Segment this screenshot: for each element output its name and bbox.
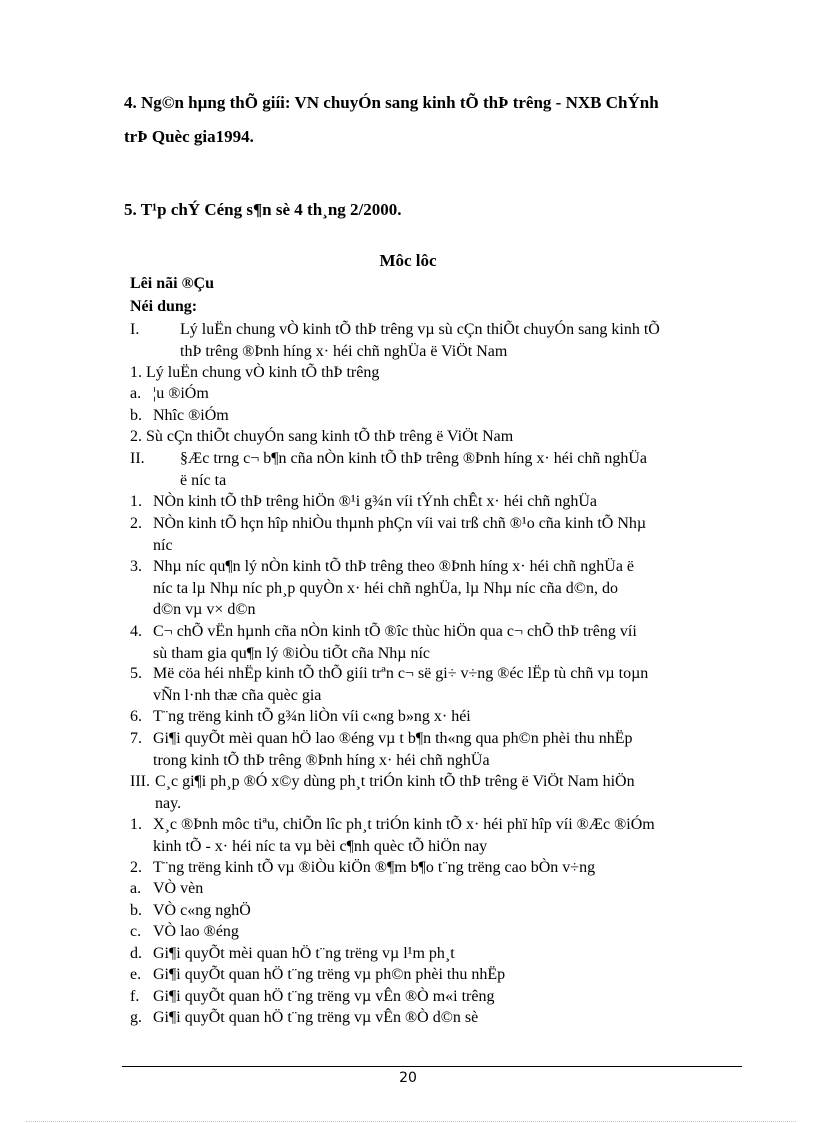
- toc-title: Môc lôc: [379, 251, 437, 270]
- toc-item-label: b.: [130, 902, 142, 919]
- toc-item-text: kinh tÕ - x· héi níc ta vµ bèi c¶nh quèc tÕ hiÖn nay: [153, 837, 488, 855]
- toc-item-text: Gi¶i quyÕt quan hÖ t¨ng trëng vµ vÊn ®Ò d©n sè: [153, 1009, 479, 1026]
- toc-item-label: 4.: [130, 623, 142, 640]
- reference-4-line-1: 4. Ng©n hµng thÕ giíi: VN chuyÓn sang kinh tÕ thÞ trêng - NXB ChÝnh: [124, 93, 659, 112]
- toc-item-text: Lý luËn chung vÒ kinh tÕ thÞ trêng: [146, 364, 380, 381]
- toc-item-label: g.: [130, 1009, 142, 1026]
- toc-item-text: NÒn kinh tÕ hçn hîp nhiÒu thµnh phÇn víi vai trß chñ ®¹o cña kinh tÕ Nhµ: [153, 515, 647, 532]
- toc-item-text: Gi¶i quyÕt quan hÖ t¨ng trëng vµ vÊn ®Ò m«i trêng: [153, 988, 495, 1005]
- toc-content-heading: Néi dung:: [130, 298, 198, 315]
- toc-item-label: 1.: [130, 493, 142, 510]
- reference-5-line-1: 5. T¹p chÝ Céng s¶n sè 4 th¸ng 2/2000.: [124, 200, 402, 219]
- toc-item-text: ¦u ®iÓm: [153, 385, 209, 402]
- toc-item-label: 1.: [130, 816, 142, 833]
- toc-item-2: [130, 857, 770, 879]
- toc-item-2: [130, 426, 770, 448]
- toc-item-4: [130, 621, 770, 664]
- toc-item-label: I.: [130, 321, 140, 338]
- toc-item-text: §Æc trng c¬ b¶n cña nÒn kinh tÕ thÞ trêng ®Þnh híng x· héi chñ nghÜa: [180, 450, 648, 467]
- toc-item-g: [130, 1007, 770, 1029]
- toc-item-c: [130, 921, 770, 943]
- toc-item-6: [130, 706, 770, 728]
- toc-item-label: 2.: [130, 428, 142, 445]
- toc-item-label: 2.: [130, 859, 142, 876]
- toc-item-II: [130, 448, 770, 491]
- toc-item-label: b.: [130, 407, 142, 424]
- toc-item-text: C¸c gi¶i ph¸p ®Ó x©y dùng ph¸t triÓn kinh tÕ thÞ trêng ë ViÖt Nam hiÖn: [155, 773, 635, 790]
- toc-item-text: vÑn l·nh thæ cña quèc gia: [153, 686, 322, 704]
- toc-item-text: Gi¶i quyÕt mèi quan hÖ t¨ng trëng vµ l¹m ph¸t: [153, 945, 455, 962]
- toc-item-I: [130, 319, 770, 362]
- page-bottom-edge: [26, 1121, 796, 1122]
- toc-item-1: [130, 362, 770, 384]
- toc-item-text: Sù cÇn thiÕt chuyÓn sang kinh tÕ thÞ trêng ë ViÖt Nam: [146, 428, 514, 445]
- toc-item-text: NÒn kinh tÕ thÞ trêng hiÖn ®¹i g¾n víi tÝnh chÊt x· héi chñ nghÜa: [153, 493, 598, 510]
- toc-item-d: [130, 943, 770, 965]
- toc-item-b: [130, 900, 770, 922]
- reference-4: [124, 86, 754, 154]
- toc-item-text: nay.: [155, 794, 182, 812]
- toc-item-label: II.: [130, 450, 145, 467]
- toc-item-text: VÒ c«ng nghÖ: [153, 902, 251, 919]
- toc-item-label: III.: [130, 773, 150, 790]
- toc-item-text: T¨ng trëng kinh tÕ g¾n liÒn víi c«ng b»ng x· héi: [153, 708, 471, 725]
- toc-item-text: Gi¶i quyÕt mèi quan hÖ lao ®éng vµ t b¶n th«ng qua ph©n phèi thu nhËp: [153, 730, 633, 747]
- toc-item-label: f.: [130, 988, 140, 1005]
- toc-item-5: [130, 663, 770, 706]
- toc-item-text: X¸c ®Þnh môc tiªu, chiÕn lîc ph¸t triÓn kinh tÕ x· héi phï hîp víi ®Æc ®iÓm: [153, 816, 655, 833]
- toc-item-1: [130, 814, 770, 857]
- toc-item-label: d.: [130, 945, 142, 962]
- toc-item-text: Më cöa héi nhËp kinh tÕ thÕ giíi trªn c¬ së gi÷ v÷ng ®éc lËp tù chñ vµ toµn: [153, 665, 649, 682]
- toc-item-e: [130, 964, 770, 986]
- toc-item-text: VÒ vèn: [153, 880, 204, 897]
- toc-item-label: a.: [130, 880, 142, 897]
- toc-item-a: [130, 878, 770, 900]
- toc-item-text: sù tham gia qu¶n lý ®iÒu tiÕt cña Nhµ níc: [153, 644, 431, 662]
- toc-item-label: 5.: [130, 665, 142, 682]
- toc-item-text: trong kinh tÕ thÞ trêng ®Þnh híng x· héi chñ nghÜa: [153, 751, 490, 769]
- toc-item-text: d©n vµ v× d©n: [153, 601, 256, 618]
- toc-item-text: níc: [153, 536, 173, 554]
- toc-item-text: thÞ trêng ®Þnh híng x· héi chñ nghÜa ë ViÖt Nam: [180, 342, 508, 360]
- toc-intro: Lêi nãi ®Çu: [130, 275, 214, 292]
- toc-item-b: [130, 405, 770, 427]
- toc-item-label: e.: [130, 966, 142, 983]
- toc-item-text: Gi¶i quyÕt quan hÖ t¨ng trëng vµ ph©n phèi thu nhËp: [153, 966, 506, 983]
- toc-item-label: 7.: [130, 730, 142, 747]
- reference-4-line-2: trÞ Quèc gia1994.: [124, 127, 254, 146]
- reference-5: [124, 193, 754, 227]
- toc-item-text: Lý luËn chung vÒ kinh tÕ thÞ trêng vµ sù cÇn thiÕt chuyÓn sang kinh tÕ: [180, 321, 660, 338]
- toc-item-2: [130, 513, 770, 556]
- toc-item-label: 6.: [130, 708, 142, 725]
- toc-item-text: Nhµ níc qu¶n lý nÒn kinh tÕ thÞ trêng theo ®Þnh híng x· héi chñ nghÜa ë: [153, 558, 635, 575]
- toc-item-text: Nhîc ®iÓm: [153, 407, 229, 424]
- page-number: 20: [399, 1070, 417, 1086]
- toc-item-a: [130, 383, 770, 405]
- toc-item-f: [130, 986, 770, 1008]
- toc-item-text: níc ta lµ Nhµ níc ph¸p quyÒn x· héi chñ nghÜa, lµ Nhµ níc cña d©n, do: [153, 579, 618, 597]
- toc-item-7: [130, 728, 770, 771]
- toc-item-label: c.: [130, 923, 142, 940]
- toc-item-label: a.: [130, 385, 142, 402]
- toc-item-1: [130, 491, 770, 513]
- toc-item-3: [130, 556, 770, 621]
- footer-divider: [122, 1066, 742, 1067]
- toc-item-label: 2.: [130, 515, 142, 532]
- toc-item-text: VÒ lao ®éng: [153, 923, 239, 940]
- toc-item-label: 3.: [130, 558, 142, 575]
- toc-item-label: 1.: [130, 364, 142, 381]
- toc-item-text: C¬ chÕ vËn hµnh cña nÒn kinh tÕ ®îc thùc hiÖn qua c¬ chÕ thÞ trêng víi: [153, 623, 637, 640]
- toc-item-text: T¨ng trëng kinh tÕ vµ ®iÒu kiÖn ®¶m b¶o t¨ng trëng cao bÒn v÷ng: [153, 859, 596, 876]
- toc-item-text: ë níc ta: [180, 471, 227, 489]
- toc-item-III: [130, 771, 770, 814]
